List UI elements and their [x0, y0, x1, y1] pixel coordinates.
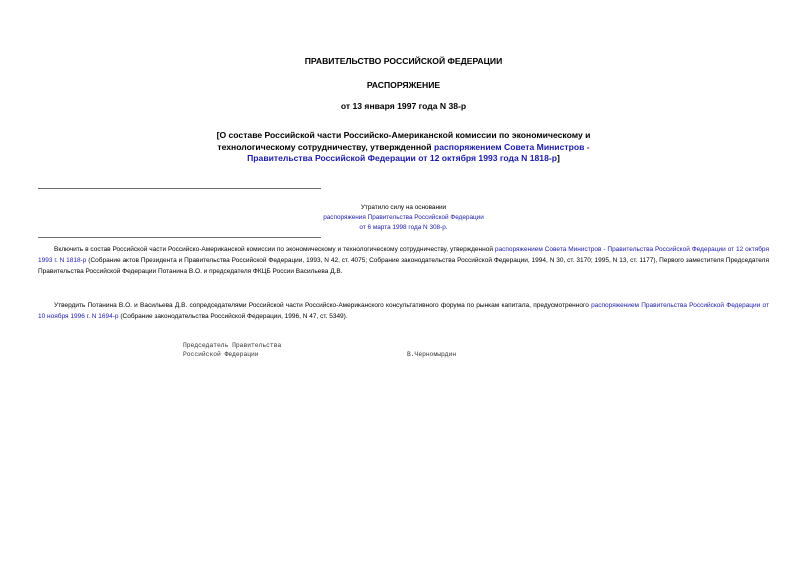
document-type: РАСПОРЯЖЕНИЕ	[366, 80, 441, 90]
paragraph-text: Утвердить Потанина В.О. и Васильева Д.В. сопредседателями Российской части Российско-Американского консультативного форума по рынкам капитала, предусмотренного	[54, 302, 592, 309]
paragraph-link[interactable]: распоряжением Правительства Российской Федерации от 10 ноября 1996 г. N 1694-р	[38, 302, 769, 320]
revocation-link[interactable]: распоряжения Правительства Российской Федерации	[323, 214, 484, 221]
paragraph-link[interactable]: распоряжением Совета Министров - Правительства Российской Федерации от 12 октября 1993 г. N 1818-р	[38, 246, 769, 264]
heading-text-end: ]	[556, 153, 560, 163]
divider-bottom	[38, 237, 321, 238]
document-heading	[200, 130, 607, 165]
revocation-note	[283, 203, 524, 233]
paragraph-1	[38, 244, 769, 277]
signature-name: В.Черномырдин	[407, 351, 457, 358]
signature-title-line: Председатель Правительства	[183, 342, 282, 349]
government-title: ПРАВИТЕЛЬСТВО РОССИЙСКОЙ ФЕДЕРАЦИИ	[304, 56, 503, 66]
signature-title	[183, 341, 281, 359]
paragraph-text: (Собрание законодательства Российской Федерации, 1996, N 47, ст. 5349).	[118, 313, 348, 320]
heading-text: [О составе Российской части Российско-Американской комиссии по экономическому и технологическому сотрудничеству, утвержденной	[216, 130, 591, 152]
signature-title-line: Российской Федерации	[183, 351, 259, 358]
heading-link[interactable]: распоряжением Совета Министров - Правительства Российской Федерации от 12 октября 1993 года N 1818-р	[247, 141, 590, 163]
paragraph-text: (Собрание актов Президента и Правительства Российской Федерации, 1993, N 42, ст. 4075; Собрание законодательства Российской Федерации, 1994, N 30, ст. 3170; 1995, N 13, ст. 1177), Первого заместителя Председателя Правительства Российской Федерации Потанина В.О. и председателя ФКЦБ России Васильева Д.В.	[38, 257, 769, 275]
revocation-line: Утратило силу на основании	[360, 204, 447, 211]
paragraph-2	[38, 300, 769, 322]
divider-top	[38, 188, 321, 189]
document-date-number: от 13 января 1997 года N 38-р	[340, 101, 467, 111]
paragraph-text: Включить в состав Российской части Российско-Американской комиссии по экономическому и технологическому сотрудничеству, утвержденной	[54, 246, 495, 253]
revocation-date[interactable]: от 6 марта 1998 года N 308-р.	[359, 224, 448, 231]
